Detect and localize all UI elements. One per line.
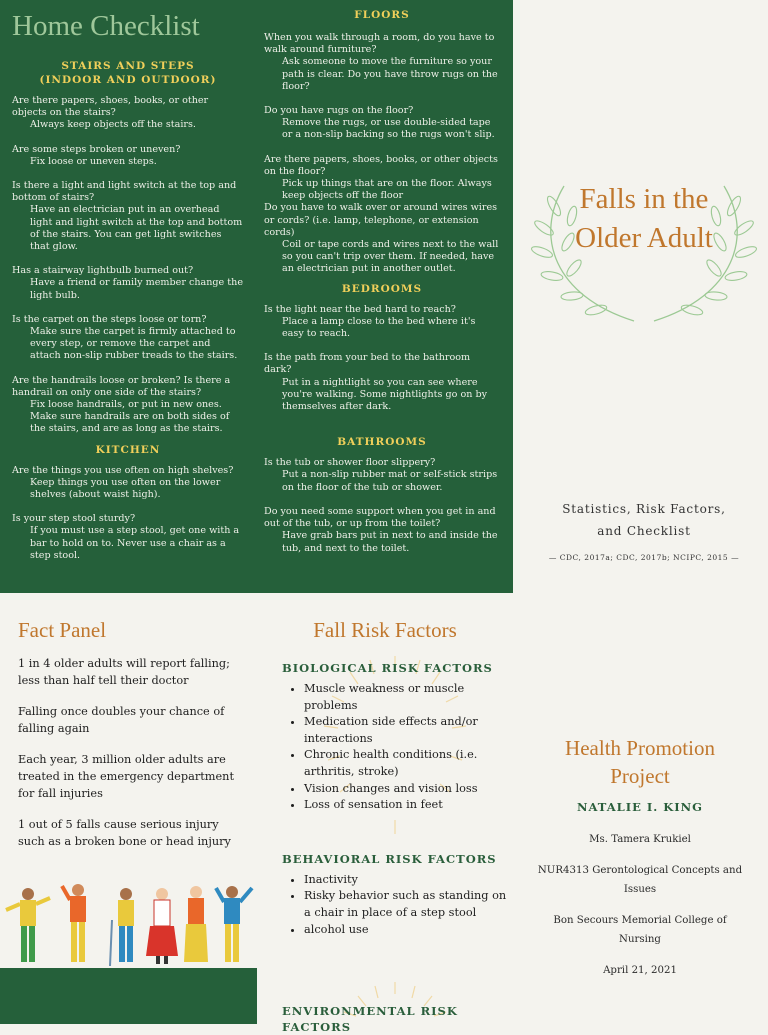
behavioral-list (282, 872, 512, 938)
cover-subtitle: Statistics, Risk Factors, and Checklist (562, 502, 726, 538)
list-item: • Muscle weakness or muscle problems (304, 681, 512, 714)
fact-panel (18, 618, 248, 864)
bathrooms-heading: BATHROOMS (337, 436, 427, 449)
behavioral-heading: BEHAVIORAL RISK FACTORS (282, 851, 497, 866)
bottom-left-green-band (0, 968, 257, 1024)
environmental-heading: ENVIRONMENTAL RISK FACTORS (282, 1004, 458, 1034)
list-item: • alcohol use (304, 922, 512, 939)
bedrooms-list: Is the light near the bed hard to reach? Place a lamp close to the bed where it's easy to reach. Is the path from your bed to the bathroom dark? Put in a nightlight so you can see where you're walking. Some nightlights go on by themselves after dark. (264, 303, 488, 413)
list-item: • Risky behavior such as standing on a chair in place of a step stool (304, 888, 512, 921)
project-title: Health Promotion Project (565, 736, 715, 788)
checklist-title: Home Checklist (12, 10, 200, 42)
biological-list (282, 681, 512, 814)
cover-citation: — CDC, 2017a; CDC, 2017b; NCIPC, 2015 — (548, 553, 740, 562)
list-item: • Inactivity (304, 872, 512, 889)
stairs-heading: STAIRS AND STEPS (INDOOR AND OUTDOOR) (39, 60, 217, 86)
floors-heading: FLOORS (354, 9, 410, 21)
risk-factors-panel (282, 618, 512, 938)
checklist-left-column (12, 10, 244, 562)
list-item: • Loss of sensation in feet (304, 797, 512, 814)
fact-panel-title: Fact Panel (18, 618, 107, 642)
biological-heading: BIOLOGICAL RISK FACTORS (282, 661, 493, 675)
course: NUR4313 Gerontological Concepts and Issues (537, 865, 743, 895)
author-name: NATALIE I. KING (577, 800, 703, 814)
fact-item: 1 in 4 older adults will report falling; less than half tell their doctor (18, 657, 230, 687)
elderly-group-illustration (0, 880, 258, 970)
floors-list: When you walk through a room, do you have to walk around furniture? Ask someone to move the furniture so your path is clear. Do you have throw rugs on the floor? Do you have rugs on the floor? Remove the rugs, or use double-sided tape or a non-slip backing so the rugs won't slip. Are there papers, shoes, books, or other objects on the floor? Pick up things that are on the floor. Always keep objects off the floor Do you have to walk over or around wires wires or cords? (i.e. lamp, telephone, or extension cords) Coil or tape cords and wires next to the wall so you can't trip over them. If needed, have an electrician put in another outlet. (264, 32, 499, 275)
fact-item: 1 out of 5 falls cause serious injury such as a broken bone or head injury (18, 818, 231, 848)
kitchen-list: Are the things you use often on high shelves? Keep things you use often on the lower shelves (about waist high). Is your step stool sturdy? If you must use a step stool, get one with a bar to hold on to. Never use a chair as a step stool. (12, 464, 240, 561)
stairs-list: Are there papers, shoes, books, or other objects on the stairs? Always keep objects off the stairs. Are some steps broken or uneven? Fix loose or uneven steps. Is there a light and light switch at the top and bottom of stairs? Have an electrician put in an overhead light and light switch at the top and bottom of the stairs. You can get light switches that glow. Has a stairway lightbulb burned out? Have a friend or family member change the light bulb. Is the carpet on the steps loose or torn? Make sure the carpet is firmly attached to every step, or remove the carpet and attach non-slip rubber treads to the stairs. Are the handrails loose or broken? Is there a handrail on only one side of the stairs? Fix loose handrails, or put in new ones. Make sure handrails are on both sides of the stairs, and are as long as the stairs. (12, 95, 243, 435)
school: Bon Secours Memorial College of Nursing (553, 915, 727, 945)
risk-factors-title: Fall Risk Factors (313, 618, 457, 642)
list-item: • Chronic health conditions (i.e. arthritis, stroke) (304, 747, 512, 780)
bathrooms-list: Is the tub or shower floor slippery? Put a non-slip rubber mat or self-stick strips on the floor of the tub or shower. Do you need some support when you get in and out of the tub, or up from the toilet? Have grab bars put in next to and inside the tub, and next to the toilet. (264, 457, 498, 554)
list-item: • Vision changes and vision loss (304, 781, 512, 798)
date: April 21, 2021 (603, 965, 677, 976)
list-item: • Medication side effects and/or interactions (304, 714, 512, 747)
project-info-panel (526, 734, 754, 980)
bedrooms-heading: BEDROOMS (341, 282, 423, 295)
fact-item: Each year, 3 million older adults are treated in the emergency department for fall injuries (18, 753, 234, 800)
instructor: Ms. Tamera Krukiel (589, 834, 691, 845)
kitchen-heading: KITCHEN (95, 443, 161, 456)
checklist-mid-column (264, 8, 500, 555)
cover-title: Falls in the Older Adult (575, 183, 713, 254)
fact-item: Falling once doubles your chance of falling again (18, 705, 225, 735)
